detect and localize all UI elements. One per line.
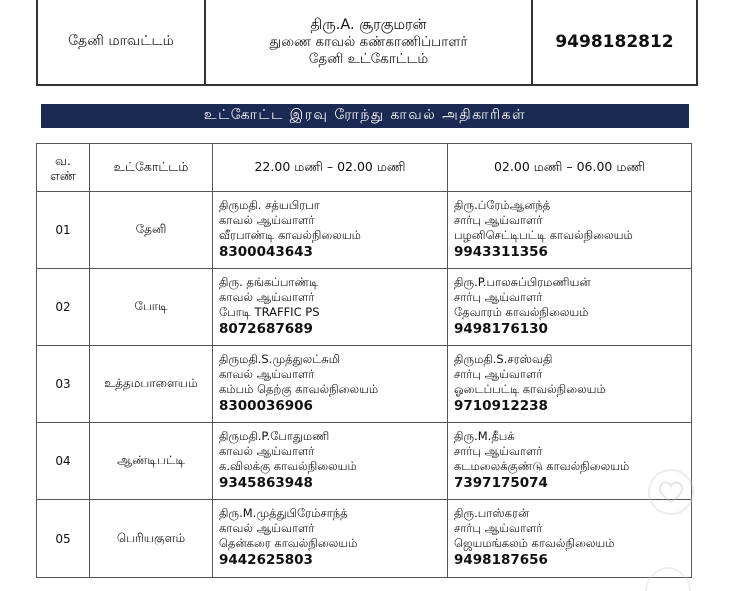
police-station: கம்பம் தெற்கு காவல்நிலையம்: [219, 382, 379, 396]
officer-name: திருமதி. சத்யபிரபா: [219, 198, 320, 212]
shift1-officer-cell: [213, 192, 448, 268]
district-name: தேனி மாவட்டம்: [38, 0, 206, 84]
officer-name: திருமதி.S.சரஸ்வதி: [454, 352, 553, 366]
officer-name: திருமதி.S.முத்துலட்சுமி: [219, 352, 341, 366]
serial-number: 05: [37, 500, 90, 577]
header-shift2: 02.00 மணி – 06.00 மணி: [493, 159, 645, 174]
serial-number: 04: [37, 423, 90, 499]
police-station: ஓடைப்பட்டி காவல்நிலையம்: [454, 382, 606, 396]
table-header-row: [37, 144, 691, 192]
police-station: ஜெயமங்கலம் காவல்நிலையம்: [454, 536, 615, 550]
heart-icon: [647, 468, 695, 516]
officer-designation: துணை காவல் கண்காணிப்பாளர்: [269, 33, 468, 50]
officer-rank: சார்பு ஆய்வாளர்: [454, 290, 543, 304]
shift2-officer-cell: [448, 346, 691, 422]
header-serial: வ. எண்: [37, 144, 90, 191]
officer-rank: சார்பு ஆய்வாளர்: [454, 367, 543, 381]
officer-name: திரு.A. சூரகுமரன்: [310, 16, 427, 33]
officer-name: திருமதி.P.போதுமணி: [219, 429, 330, 443]
officer-rank: காவல் ஆய்வாளர்: [219, 290, 315, 304]
police-station: தேவாரம் காவல்நிலையம்: [454, 305, 589, 319]
table-row: [37, 346, 691, 423]
division-name: பெரியகுளம்: [90, 500, 213, 577]
table-row: [37, 269, 691, 346]
officer-name: திரு.ப்ரேம்ஆனந்த்: [454, 198, 551, 212]
police-station: தென்கரை காவல்நிலையம்: [219, 536, 358, 550]
police-station: வீரபாண்டி காவல்நிலையம்: [219, 228, 361, 242]
officer-rank: சார்பு ஆய்வாளர்: [454, 213, 543, 227]
shift2-officer-cell: [448, 192, 691, 268]
officer-name: திரு.M.தீபக்: [454, 429, 515, 443]
officer-name: திரு.பாஸ்கரன்: [454, 506, 530, 520]
heart-icon: [638, 566, 698, 591]
shift2-officer-cell: [448, 269, 691, 345]
shift1-officer-cell: [213, 500, 448, 577]
officer-rank: சார்பு ஆய்வாளர்: [454, 444, 543, 458]
police-station: க.விலக்கு காவல்நிலையம்: [219, 459, 357, 473]
serial-number: 03: [37, 346, 90, 422]
officer-info: [206, 0, 533, 84]
division-name: தேனி: [90, 192, 213, 268]
police-station: கடமலைக்குண்டு காவல்நிலையம்: [454, 459, 630, 473]
police-station: பழனிசெட்டிபட்டி காவல்நிலையம்: [454, 228, 633, 242]
header-table: [36, 0, 698, 86]
officer-phone: 9498176130: [454, 321, 548, 337]
officer-phone: 9498187656: [454, 552, 548, 568]
serial-number: 01: [37, 192, 90, 268]
shift1-officer-cell: [213, 269, 448, 345]
officer-phone: 9345863948: [219, 475, 313, 491]
officer-phone: 9943311356: [454, 244, 548, 260]
shift1-officer-cell: [213, 346, 448, 422]
header-shift1: 22.00 மணி – 02.00 மணி: [213, 144, 448, 191]
officer-rank: காவல் ஆய்வாளர்: [219, 213, 315, 227]
officer-subdivision: தேனி உட்கோட்டம்: [308, 50, 429, 67]
division-name: போடி: [90, 269, 213, 345]
officer-phone: 7397175074: [454, 475, 548, 491]
officer-rank: காவல் ஆய்வாளர்: [219, 444, 315, 458]
shift1-officer-cell: [213, 423, 448, 499]
officer-rank: காவல் ஆய்வாளர்: [219, 521, 315, 535]
officer-rank: சார்பு ஆய்வாளர்: [454, 521, 543, 535]
division-name: ஆண்டிபட்டி: [90, 423, 213, 499]
serial-number: 02: [37, 269, 90, 345]
police-station: போடி TRAFFIC PS: [219, 305, 320, 319]
table-row: [37, 192, 691, 269]
officer-rank: காவல் ஆய்வாளர்: [219, 367, 315, 381]
table-row: [37, 500, 691, 577]
officer-phone: 8072687689: [219, 321, 313, 337]
officer-phone: 9442625803: [219, 552, 313, 568]
officer-phone: 9710912238: [454, 398, 548, 414]
officer-phone: 8300036906: [219, 398, 313, 414]
officer-name: திரு.M.முத்துபிரேம்சாந்த்: [219, 506, 348, 520]
officer-phone: 9498182812: [555, 32, 674, 52]
section-banner: உட்கோட்ட இரவு ரோந்து காவல் அதிகாரிகள்: [41, 104, 689, 128]
officer-phone: 8300043643: [219, 244, 313, 260]
officer-name: திரு.P.பாலசுப்பிரமணியன்: [454, 275, 591, 289]
officer-name: திரு. தங்கப்பாண்டி: [219, 275, 319, 289]
division-name: உத்தமபாளையம்: [90, 346, 213, 422]
table-row: [37, 423, 691, 500]
patrol-table: [36, 143, 692, 578]
header-division: உட்கோட்டம்: [90, 144, 213, 191]
